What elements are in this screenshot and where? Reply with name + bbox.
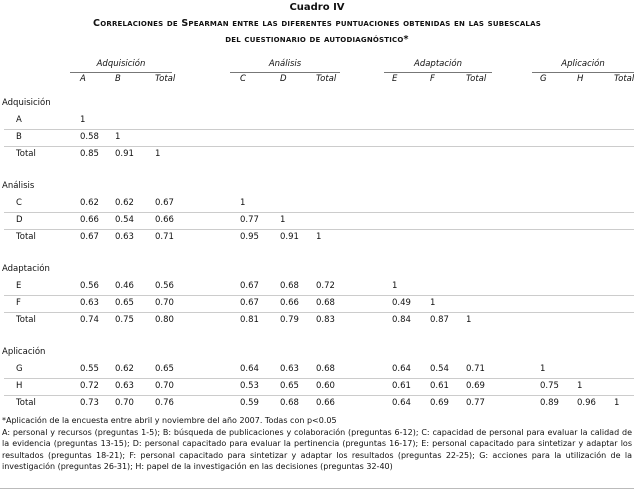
correlation-value: 0.75 <box>540 381 559 391</box>
correlation-value: 0.60 <box>316 381 335 391</box>
correlation-value: 0.91 <box>280 232 299 242</box>
correlation-value: 0.63 <box>280 364 299 374</box>
correlation-value: 0.70 <box>115 398 134 408</box>
correlation-value: 0.62 <box>115 364 134 374</box>
correlation-value: 0.64 <box>392 364 411 374</box>
correlation-value: 0.67 <box>155 198 174 208</box>
row-divider <box>4 395 634 396</box>
column-group-header: Adaptación <box>414 59 462 69</box>
correlation-value: 0.64 <box>392 398 411 408</box>
correlation-value: 0.46 <box>115 281 134 291</box>
table-notes <box>2 415 632 473</box>
row-label: E <box>16 281 22 291</box>
correlation-value: 1 <box>240 198 246 208</box>
correlation-value: 0.85 <box>80 149 99 159</box>
correlation-value: 0.95 <box>240 232 259 242</box>
column-group-header: Adquisición <box>96 59 146 69</box>
correlation-value: 1 <box>316 232 322 242</box>
row-label: H <box>16 381 23 391</box>
row-label: Total <box>16 149 36 159</box>
column-header: B <box>115 74 121 84</box>
correlation-value: 0.73 <box>80 398 99 408</box>
row-divider <box>4 229 634 230</box>
column-header: F <box>430 74 435 84</box>
correlation-value: 0.54 <box>430 364 449 374</box>
correlation-value: 1 <box>466 315 472 325</box>
column-header: C <box>240 74 246 84</box>
correlation-value: 0.84 <box>392 315 411 325</box>
correlation-value: 0.56 <box>80 281 99 291</box>
column-header: H <box>577 74 584 84</box>
column-group-rule <box>70 72 172 73</box>
correlation-value: 0.49 <box>392 298 411 308</box>
table-title-line2: del cuestionario de autodiagnóstico* <box>225 34 409 45</box>
correlation-value: 0.81 <box>240 315 259 325</box>
correlation-value: 0.55 <box>80 364 99 374</box>
row-label: Total <box>16 315 36 325</box>
row-divider <box>4 295 634 296</box>
column-header: Total <box>614 74 634 84</box>
column-group-rule <box>532 72 634 73</box>
correlation-value: 0.54 <box>115 215 134 225</box>
column-group-header: Aplicación <box>561 59 605 69</box>
table-caption: Cuadro IV <box>289 2 345 13</box>
correlation-value: 0.91 <box>115 149 134 159</box>
correlation-value: 0.71 <box>466 364 485 374</box>
row-label: Total <box>16 398 36 408</box>
table-title-line1: Correlaciones de Spearman entre las diferentes puntuaciones obtenidas en las subescalas <box>93 18 541 29</box>
correlation-value: 0.66 <box>155 215 174 225</box>
correlation-value: 0.68 <box>316 364 335 374</box>
correlation-value: 0.67 <box>80 232 99 242</box>
correlation-value: 1 <box>540 364 546 374</box>
column-header: Total <box>466 74 487 84</box>
column-header: A <box>80 74 86 84</box>
correlation-value: 0.56 <box>155 281 174 291</box>
correlation-value: 0.63 <box>115 232 134 242</box>
column-header: G <box>540 74 547 84</box>
correlation-value: 0.70 <box>155 381 174 391</box>
column-header: Total <box>155 74 176 84</box>
column-header: D <box>280 74 287 84</box>
row-divider <box>4 212 634 213</box>
correlation-value: 0.72 <box>80 381 99 391</box>
correlation-value: 0.76 <box>155 398 174 408</box>
correlation-value: 0.67 <box>240 298 259 308</box>
correlation-value: 0.87 <box>430 315 449 325</box>
correlation-value: 0.89 <box>540 398 559 408</box>
correlation-value: 0.63 <box>80 298 99 308</box>
correlation-value: 0.63 <box>115 381 134 391</box>
abbreviation-legend: A: personal y recursos (preguntas 1-5); B: búsqueda de publicaciones y colaboración (preguntas 6-12); C: capacidad de personal para evaluar la calidad de la evidencia (preguntas 13-15); D: personal capacitado para evaluar la pertinencia (preguntas 16-17); E: personal capacitado para sintetizar y adaptar los resultados (preguntas 18-21); F: personal capacitado para sintetizar y adaptar los resultados (preguntas 22-25); G: acciones para la utilización de la investigación (preguntas 26-31); H: papel de la investigación en las decisiones (preguntas 32-40) <box>2 427 632 471</box>
correlation-value: 0.70 <box>155 298 174 308</box>
correlation-value: 0.65 <box>115 298 134 308</box>
row-label: F <box>16 298 21 308</box>
correlation-value: 0.83 <box>316 315 335 325</box>
correlation-value: 0.62 <box>80 198 99 208</box>
correlation-value: 1 <box>614 398 620 408</box>
correlation-value: 0.64 <box>240 364 259 374</box>
correlation-value: 0.59 <box>240 398 259 408</box>
correlation-value: 0.75 <box>115 315 134 325</box>
row-label: A <box>16 115 22 125</box>
row-group-label: Análisis <box>2 181 35 191</box>
row-label: G <box>16 364 23 374</box>
column-header: E <box>392 74 398 84</box>
row-divider <box>4 378 634 379</box>
correlation-value: 0.68 <box>280 281 299 291</box>
row-group-label: Adaptación <box>2 264 50 274</box>
correlation-value: 0.66 <box>80 215 99 225</box>
row-group-label: Aplicación <box>2 347 46 357</box>
row-label: C <box>16 198 22 208</box>
correlation-value: 1 <box>392 281 398 291</box>
column-group-rule <box>230 72 340 73</box>
correlation-value: 1 <box>155 149 161 159</box>
row-group-label: Adquisición <box>2 98 51 108</box>
column-group-header: Análisis <box>268 59 302 69</box>
correlation-value: 0.77 <box>240 215 259 225</box>
correlation-value: 0.68 <box>280 398 299 408</box>
correlation-value: 0.67 <box>240 281 259 291</box>
correlation-value: 0.69 <box>466 381 485 391</box>
correlation-value: 0.80 <box>155 315 174 325</box>
row-label: D <box>16 215 23 225</box>
correlation-value: 0.71 <box>155 232 174 242</box>
footnote: *Aplicación de la encuesta entre abril y noviembre del año 2007. Todas con p<0.05 <box>2 416 337 425</box>
correlation-value: 0.74 <box>80 315 99 325</box>
correlation-value: 0.58 <box>80 132 99 142</box>
column-header: Total <box>316 74 337 84</box>
correlation-value: 0.79 <box>280 315 299 325</box>
bottom-divider <box>0 488 634 489</box>
row-divider <box>4 129 634 130</box>
correlation-value: 1 <box>80 115 86 125</box>
row-divider <box>4 312 634 313</box>
correlation-value: 0.61 <box>430 381 449 391</box>
correlation-value: 1 <box>115 132 121 142</box>
correlation-value: 0.61 <box>392 381 411 391</box>
correlation-value: 0.66 <box>280 298 299 308</box>
correlation-value: 0.62 <box>115 198 134 208</box>
correlation-value: 0.69 <box>430 398 449 408</box>
correlation-value: 0.65 <box>280 381 299 391</box>
correlation-value: 0.53 <box>240 381 259 391</box>
column-group-rule <box>384 72 492 73</box>
correlation-value: 0.65 <box>155 364 174 374</box>
correlation-value: 1 <box>430 298 436 308</box>
correlation-value: 0.96 <box>577 398 596 408</box>
correlation-value: 0.68 <box>316 298 335 308</box>
row-divider <box>4 146 634 147</box>
row-label: Total <box>16 232 36 242</box>
correlation-value: 1 <box>280 215 286 225</box>
correlation-value: 1 <box>577 381 583 391</box>
correlation-value: 0.66 <box>316 398 335 408</box>
correlation-value: 0.77 <box>466 398 485 408</box>
row-label: B <box>16 132 22 142</box>
correlation-value: 0.72 <box>316 281 335 291</box>
